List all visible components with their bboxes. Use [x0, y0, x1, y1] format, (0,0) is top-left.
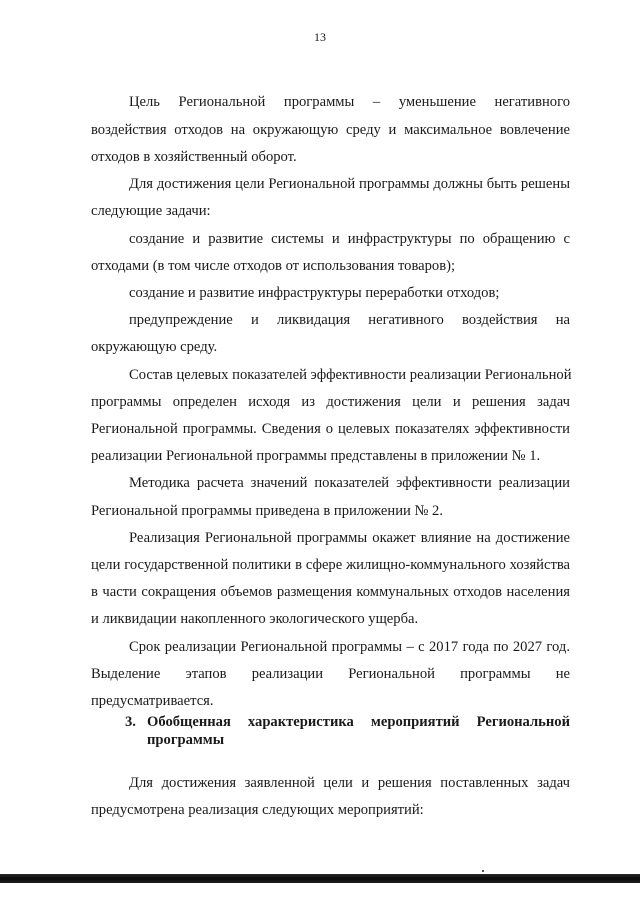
paragraph-8-line-2: цели государственной политики в сфере жилищно-коммунального хозяйства [91, 557, 570, 573]
paragraph-3-line-1: создание и развитие системы и инфраструктуры по обращению с [129, 231, 570, 247]
paragraph-3-line-2: отходами (в том числе отходов от использования товаров); [91, 258, 456, 274]
paragraph-10-line-2: предусмотрена реализация следующих мероприятий: [91, 802, 424, 818]
paragraph-2-line-2: следующие задачи: [91, 203, 211, 219]
paragraph-1-line-3: отходов в хозяйственный оборот. [91, 149, 297, 165]
section-title-line-1: Обобщенная характеристика мероприятий Региональной [147, 714, 570, 730]
paragraph-6-line-3: Региональной программы. Сведения о целевых показателях эффективности [91, 421, 570, 437]
paragraph-10-line-1: Для достижения заявленной цели и решения поставленных задач [129, 775, 570, 791]
paragraph-8-line-3: в части сокращения объемов размещения коммунальных отходов населения [91, 584, 570, 600]
paragraph-6-line-1: Состав целевых показателей эффективности реализации Региональной [129, 367, 572, 383]
paragraph-9-line-1: Срок реализации Региональной программы – с 2017 года по 2027 год. [129, 639, 570, 655]
page-number: 13 [314, 30, 326, 44]
paragraph-9-line-3: предусматривается. [91, 693, 214, 709]
section-number: 3. [125, 714, 136, 730]
paragraph-1-line-1: Цель Региональной программы – уменьшение негативного [129, 94, 570, 110]
section-title-line-2: программы [147, 732, 225, 748]
paragraph-4-line-1: создание и развитие инфраструктуры переработки отходов; [129, 285, 500, 301]
paragraph-8-line-4: и ликвидации накопленного экологического ущерба. [91, 611, 419, 627]
paragraph-6-line-2: программы определен исходя из достижения цели и решения задач [91, 394, 570, 410]
paragraph-5-line-2: окружающую среду. [91, 339, 218, 355]
scan-bottom-edge [0, 874, 640, 883]
paragraph-9-line-2: Выделение этапов реализации Региональной программы не [91, 666, 570, 682]
paragraph-1-line-2: воздействия отходов на окружающую среду и максимальное вовлечение [91, 122, 570, 138]
paragraph-6-line-4: реализации Региональной программы представлены в приложении № 1. [91, 448, 541, 464]
paragraph-8-line-1: Реализация Региональной программы окажет влияние на достижение [129, 530, 570, 546]
paragraph-7-line-1: Методика расчета значений показателей эффективности реализации [129, 475, 570, 491]
paragraph-5-line-1: предупреждение и ликвидация негативного воздействия на [129, 312, 570, 328]
scan-speck [482, 870, 484, 872]
paragraph-2-line-1: Для достижения цели Региональной программы должны быть решены [129, 176, 570, 192]
paragraph-7-line-2: Региональной программы приведена в приложении № 2. [91, 503, 443, 519]
